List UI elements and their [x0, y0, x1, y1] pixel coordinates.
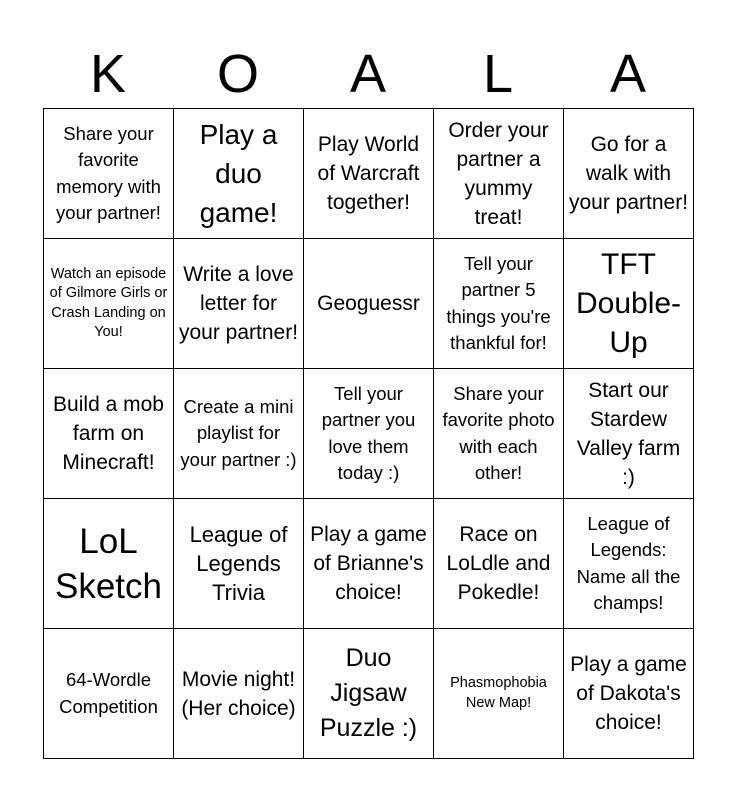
- grid-row-3: [44, 369, 694, 499]
- bingo-cell[interactable]: Play a duo game!: [174, 109, 304, 239]
- bingo-cell[interactable]: Tell your partner 5 things you're thankful for!: [434, 239, 564, 369]
- bingo-grid: [43, 108, 694, 759]
- bingo-cell[interactable]: League of Legends Trivia: [174, 499, 304, 629]
- header-letter-o: O: [216, 44, 259, 104]
- header-letter-l: L: [482, 44, 514, 104]
- bingo-cell[interactable]: Tell your partner you love them today :): [304, 369, 434, 499]
- bingo-cell[interactable]: Share your favorite memory with your partner!: [44, 109, 174, 239]
- bingo-cell[interactable]: Share your favorite photo with each other!: [434, 369, 564, 499]
- bingo-cell[interactable]: Phasmophobia New Map!: [434, 629, 564, 759]
- bingo-cell[interactable]: TFT Double-Up: [564, 239, 694, 369]
- bingo-cell[interactable]: Play World of Warcraft together!: [304, 109, 434, 239]
- bingo-cell[interactable]: Go for a walk with your partner!: [564, 109, 694, 239]
- bingo-cell[interactable]: Geoguessr: [304, 239, 434, 369]
- header-letter-k: K: [89, 44, 127, 104]
- bingo-cell[interactable]: Play a game of Dakota's choice!: [564, 629, 694, 759]
- bingo-cell[interactable]: LoL Sketch: [44, 499, 174, 629]
- bingo-cell[interactable]: Build a mob farm on Minecraft!: [44, 369, 174, 499]
- header-letter-a1: A: [349, 44, 387, 104]
- bingo-header: [43, 40, 693, 108]
- bingo-cell[interactable]: Play a game of Brianne's choice!: [304, 499, 434, 629]
- bingo-cell[interactable]: Create a mini playlist for your partner :): [174, 369, 304, 499]
- grid-row-4: [44, 499, 694, 629]
- grid-row-1: [44, 109, 694, 239]
- bingo-cell[interactable]: 64-Wordle Competition: [44, 629, 174, 759]
- grid-row-2: [44, 239, 694, 369]
- bingo-cell[interactable]: League of Legends: Name all the champs!: [564, 499, 694, 629]
- header-letter-a2: A: [609, 44, 647, 104]
- bingo-cell[interactable]: Order your partner a yummy treat!: [434, 109, 564, 239]
- bingo-cell[interactable]: Race on LoLdle and Pokedle!: [434, 499, 564, 629]
- bingo-cell[interactable]: Watch an episode of Gilmore Girls or Crash Landing on You!: [44, 239, 174, 369]
- bingo-cell[interactable]: Start our Stardew Valley farm :): [564, 369, 694, 499]
- bingo-cell[interactable]: Duo Jigsaw Puzzle :): [304, 629, 434, 759]
- grid-row-5: [44, 629, 694, 759]
- bingo-cell[interactable]: Movie night! (Her choice): [174, 629, 304, 759]
- bingo-cell[interactable]: Write a love letter for your partner!: [174, 239, 304, 369]
